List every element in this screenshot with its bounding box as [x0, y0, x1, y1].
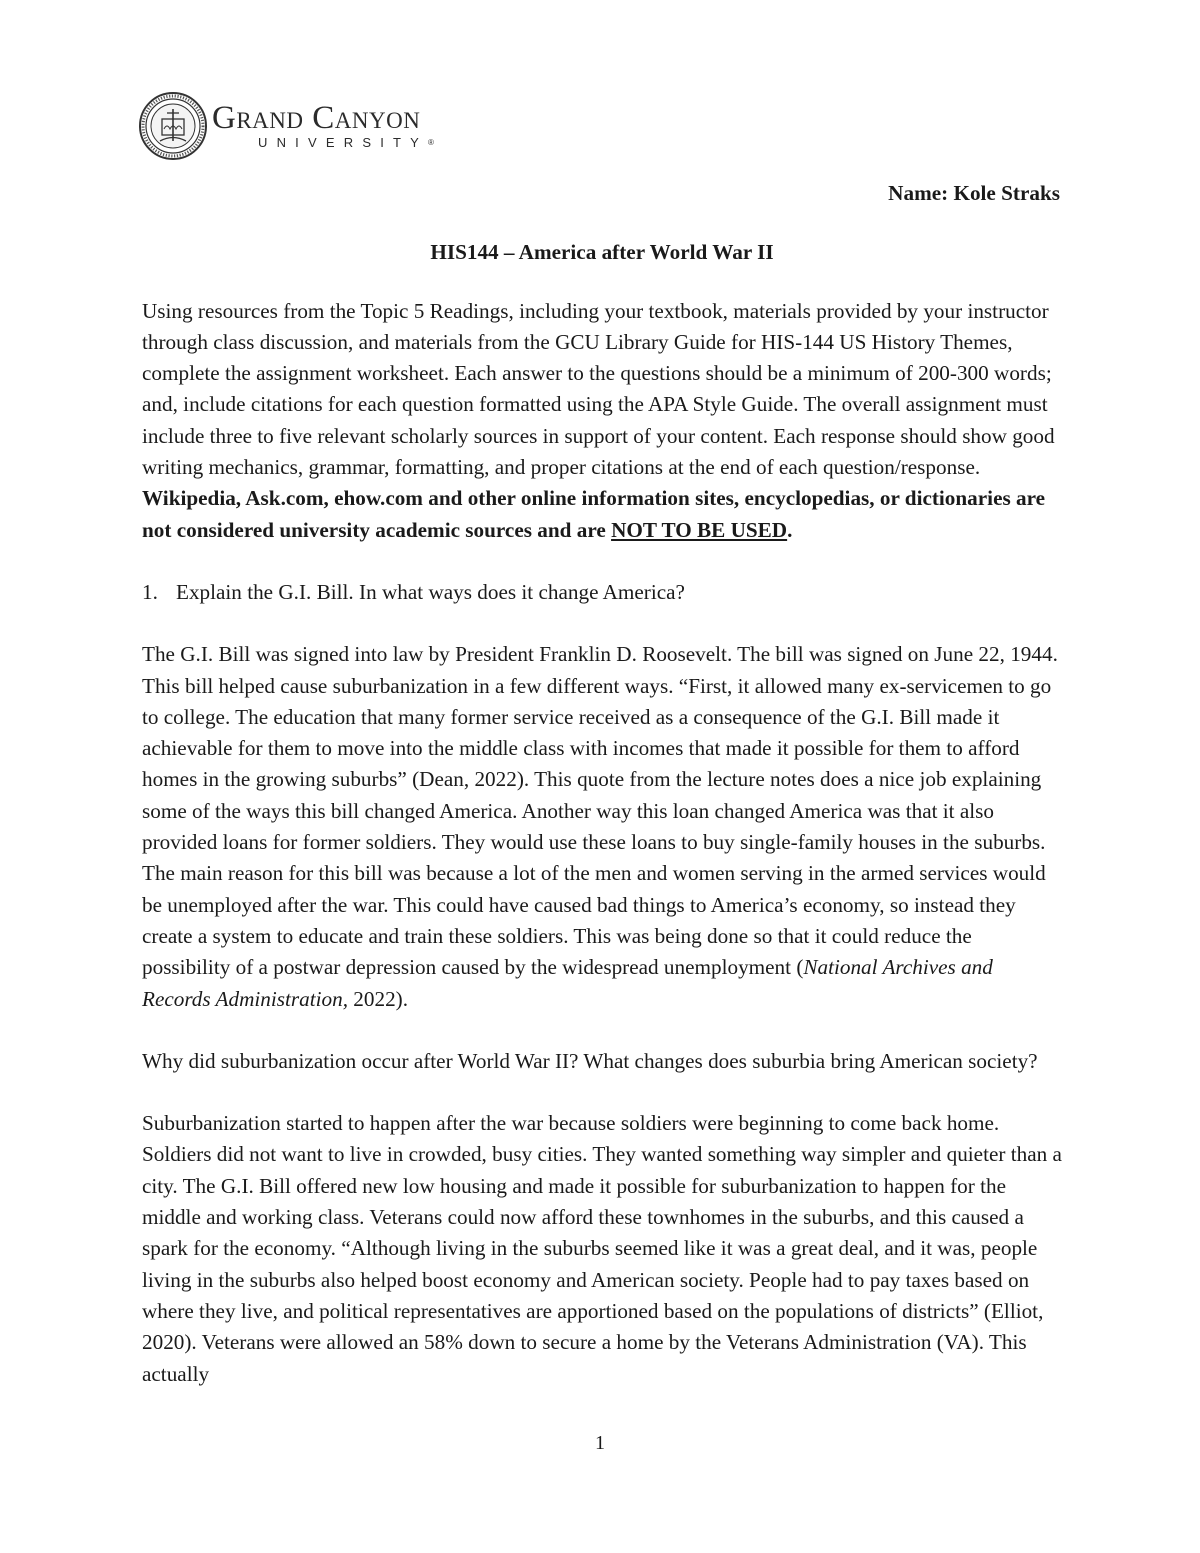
university-name: Grand Canyon	[212, 100, 421, 136]
question-number: 1.	[142, 579, 158, 604]
page-number: 1	[595, 1432, 605, 1454]
question-text: Why did suburbanization occur after World War II? What changes does suburbia bring American society?	[142, 1048, 1038, 1073]
assignment-instructions: Using resources from the Topic 5 Readings, including your textbook, materials provided by your instructor through class discussion, and materials from the GCU Library Guide for HIS-144 US History Themes, complete the assignment worksheet. Each answer to the questions should be a minimum of 200-300 words; and, include citations for each question formatted using the APA Style Guide. The overall assignment must include three to five relevant scholarly sources in support of your content. Each response should show good writing mechanics, grammar, formatting, and proper citations at the end of each question/response. Wikipedia, Ask.com, ehow.com and other online information sites, encyclopedias, or dictionaries are not considered university academic sources and are NOT TO BE USED.	[142, 298, 1055, 542]
question-text: Explain the G.I. Bill. In what ways does it change America?	[176, 579, 685, 604]
answer-2: Suburbanization started to happen after the war because soldiers were beginning to come back home. Soldiers did not want to live in crowded, busy cities. They wanted something way simpler and quieter than a city. The G.I. Bill offered new low housing and made it possible for suburbanization to happen for the middle and working class. Veterans could now afford these townhomes in the suburbs, and this caused a spark for the economy. “Although living in the suburbs seemed like it was a great deal, and it was, people living in the suburbs also helped boost economy and American society. People had to pay taxes based on where they live, and political representatives are apportioned based on the populations of districts” (Elliot, 2020). Veterans were allowed an 58% down to secure a home by the Veterans Administration (VA). This actually	[142, 1111, 1062, 1386]
university-logo	[138, 90, 434, 162]
answer-1: The G.I. Bill was signed into law by President Franklin D. Roosevelt. The bill was signed on June 22, 1944. This bill helped cause suburbanization in a few different ways. “First, it allowed many ex-servicemen to go to college. The education that many former service received as a consequence of the G.I. Bill made it achievable for them to move into the middle class with incomes that made it possible for them to afford homes in the growing suburbs” (Dean, 2022). This quote from the lecture notes does a nice job explaining some of the ways this bill changed America. Another way this loan changed America was that it also provided loans for former soldiers. They would use these loans to buy single-family houses in the suburbs. The main reason for this bill was because a lot of the men and women serving in the armed services would be unemployed after the war. This could have caused bad things to America’s economy, so instead they create a system to educate and train these soldiers. This was being done so that it could reduce the possibility of a postwar depression caused by the widespread unemployment (National Archives and Records Administration, 2022).	[142, 642, 1058, 1011]
question-1	[142, 577, 1062, 608]
not-to-be-used-warning: NOT TO BE USED	[611, 517, 788, 542]
document-body	[142, 178, 1062, 1421]
question-2	[142, 1046, 1062, 1077]
university-subtitle: UNIVERSITY®	[258, 135, 434, 150]
student-name: Name: Kole Straks	[888, 181, 1060, 205]
document-title: HIS144 – America after World War II	[430, 240, 774, 265]
university-seal-icon	[138, 91, 208, 161]
university-wordmark	[212, 101, 434, 151]
